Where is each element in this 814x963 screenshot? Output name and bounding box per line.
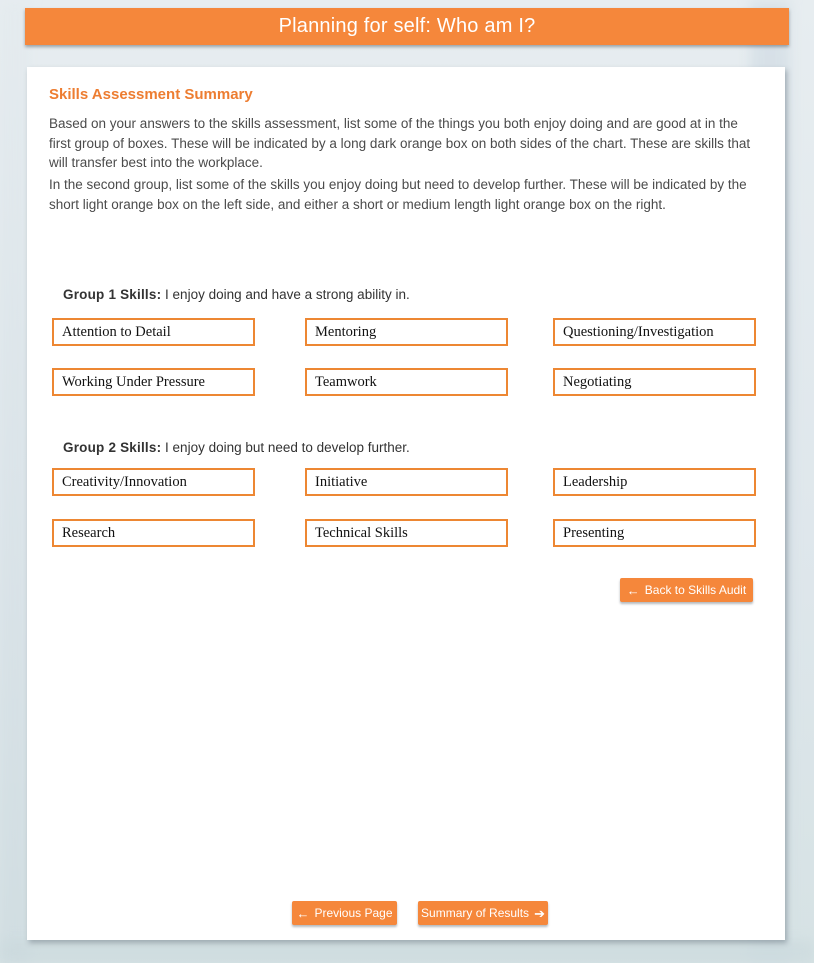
group1-skill-input-4[interactable] — [52, 368, 255, 396]
background-streak — [0, 0, 30, 963]
section-title: Skills Assessment Summary — [49, 86, 253, 103]
group1-label-description: I enjoy doing and have a strong ability in. — [165, 287, 410, 302]
content-card — [27, 67, 785, 940]
group2-skill-input-4[interactable] — [52, 519, 255, 547]
group2-skill-input-3[interactable] — [553, 468, 756, 496]
group2-label-description: I enjoy doing but need to develop further. — [165, 440, 410, 455]
group1-skill-input-2[interactable] — [305, 318, 508, 346]
arrow-right-icon: ➔ — [534, 905, 545, 921]
group2-skill-input-5[interactable] — [305, 519, 508, 547]
arrow-left-icon: ← — [626, 582, 640, 598]
previous-page-label: Previous Page — [314, 906, 393, 920]
group1-label-title: Group 1 Skills: — [63, 287, 162, 302]
instructions-paragraph-1: Based on your answers to the skills assessment, list some of the things you both enjoy doing and are good at in the first group of boxes. These will be indicated by a long dark orange box on both sides of the chart. These are skills that will transfer best into the workplace. — [49, 116, 751, 171]
group2-label-title: Group 2 Skills: — [63, 440, 162, 455]
back-button-label: Back to Skills Audit — [644, 583, 747, 597]
instructions-paragraph-2: In the second group, list some of the skills you enjoy doing but need to develop further. These will be indicated by the short light orange box on the left side, and either a short or medium length light orange box on the right. — [49, 177, 747, 212]
group1-label — [63, 287, 410, 302]
previous-page-button[interactable] — [292, 901, 397, 925]
group1-skill-input-6[interactable] — [553, 368, 756, 396]
background-streak — [0, 940, 814, 963]
group2-skill-input-1[interactable] — [52, 468, 255, 496]
group1-skill-input-1[interactable] — [52, 318, 255, 346]
summary-of-results-label: Summary of Results — [421, 906, 530, 920]
page-title: Planning for self: Who am I? — [278, 15, 536, 37]
group1-skill-input-5[interactable] — [305, 368, 508, 396]
page-header-banner — [25, 8, 789, 45]
group2-skill-input-6[interactable] — [553, 519, 756, 547]
arrow-left-icon: ← — [296, 905, 310, 921]
back-to-skills-audit-button[interactable] — [620, 578, 753, 602]
group2-label — [63, 440, 410, 455]
summary-of-results-button[interactable] — [418, 901, 548, 925]
group1-skill-input-3[interactable] — [553, 318, 756, 346]
group2-skill-input-2[interactable] — [305, 468, 508, 496]
